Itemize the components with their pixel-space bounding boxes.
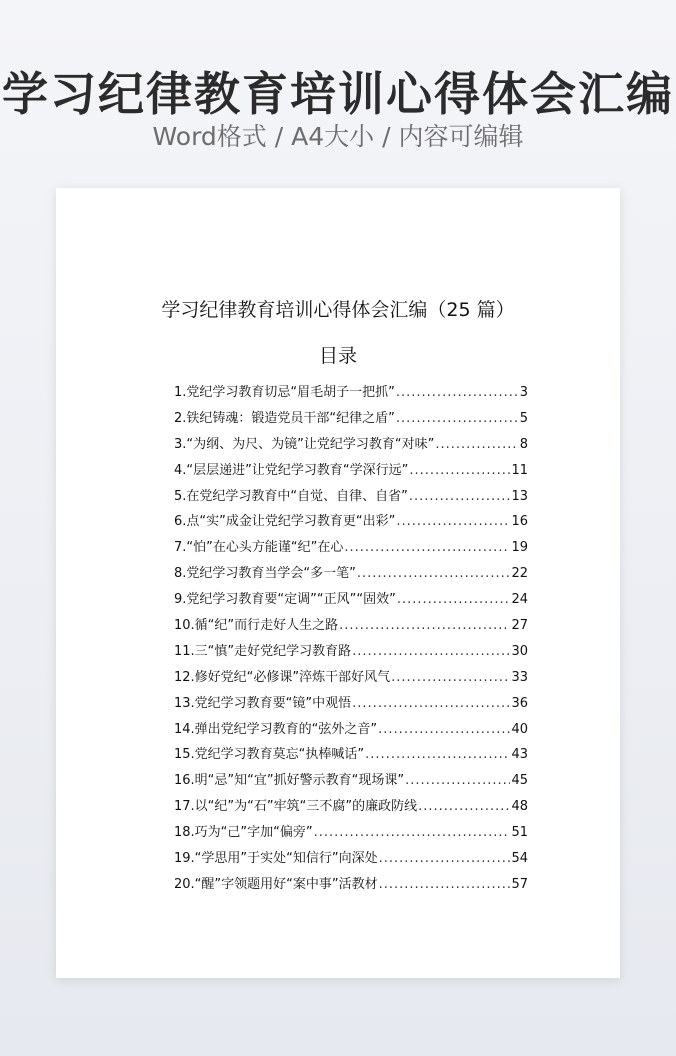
toc-leader-dots <box>435 432 518 458</box>
toc-leader-dots <box>344 535 510 561</box>
toc-leader-dots <box>365 742 510 768</box>
toc-item-title: 17.以“纪”为“石”牢筑“三不腐”的廉政防线 <box>174 799 418 815</box>
toc-leader-dots <box>352 691 510 717</box>
toc-item-title: 8.党纪学习教育当学会“多一笔” <box>174 566 356 582</box>
toc-item-page: 43 <box>511 747 528 763</box>
toc-item-page: 45 <box>511 773 528 789</box>
toc-item-page: 3 <box>519 385 528 400</box>
toc-item[interactable] <box>174 535 528 561</box>
toc-item[interactable] <box>174 691 528 717</box>
toc-item-title: 9.党纪学习教育要“定调”“正风”“固效” <box>174 592 396 608</box>
toc-item-page: 36 <box>511 695 528 711</box>
toc-item-title: 18.巧为“己”字加“偏旁” <box>174 825 313 841</box>
toc-leader-dots <box>391 665 510 691</box>
toc-item[interactable] <box>174 587 528 613</box>
document-page <box>56 188 620 978</box>
toc-item-title: 3.“为纲、为尺、为镜”让党纪学习教育“对味” <box>174 436 435 452</box>
toc-item-title: 5.在党纪学习教育中“自觉、自律、自省” <box>174 488 408 504</box>
toc-item[interactable] <box>174 509 528 535</box>
toc-leader-dots <box>379 872 511 898</box>
toc-item-title: 14.弹出党纪学习教育的“弦外之音” <box>174 721 378 737</box>
toc-leader-dots <box>314 820 511 846</box>
toc-item-title: 7.“怕”在心头方能谨“纪”在心 <box>174 540 344 556</box>
toc-item[interactable] <box>174 665 528 691</box>
toc-item-page: 24 <box>511 592 528 608</box>
banner-title: 学习纪律教育培训心得体会汇编 <box>2 67 674 121</box>
toc-item-page: 11 <box>511 462 528 478</box>
toc-item[interactable] <box>174 432 528 458</box>
toc-item-page: 13 <box>511 488 528 504</box>
toc-item-title: 4.“层层递进”让党纪学习教育“学深行远” <box>174 462 409 478</box>
toc-item-title: 20.“醒”字领题用好“案中事”活教材 <box>174 876 378 892</box>
toc-leader-dots <box>339 613 510 639</box>
toc-item-page: 30 <box>511 643 528 659</box>
toc-item-title: 2.铁纪铸魂：锻造党员干部“纪律之盾” <box>174 410 395 426</box>
toc-leader-dots <box>352 639 510 665</box>
toc-leader-dots <box>397 587 511 613</box>
toc-item-page: 16 <box>511 514 528 530</box>
toc-item[interactable] <box>174 820 528 846</box>
toc-item[interactable] <box>174 717 528 743</box>
toc-item[interactable] <box>174 794 528 820</box>
toc-item-title: 11.三“慎”走好党纪学习教育路 <box>174 643 352 659</box>
toc-item-page: 33 <box>511 669 528 685</box>
toc-item-page: 8 <box>519 436 528 452</box>
toc-leader-dots <box>409 484 511 510</box>
toc-item-page: 51 <box>511 825 528 841</box>
toc-item-page: 27 <box>511 618 528 634</box>
toc-leader-dots <box>378 717 510 743</box>
toc-item[interactable] <box>174 639 528 665</box>
toc-item[interactable] <box>174 484 528 510</box>
banner-subtitle: Word格式 / A4大小 / 内容可编辑 <box>152 122 524 151</box>
toc-item[interactable] <box>174 458 528 484</box>
toc-item[interactable] <box>174 742 528 768</box>
toc-item-title: 16.明“忌”知“宜”抓好警示教育“现场课” <box>174 773 405 789</box>
toc-heading: 目录 <box>318 345 357 367</box>
toc-item-page: 40 <box>511 721 528 737</box>
toc-leader-dots <box>409 458 510 484</box>
toc-item[interactable] <box>174 406 528 432</box>
toc-item-page: 5 <box>519 410 528 426</box>
toc-leader-dots <box>418 794 510 820</box>
toc-leader-dots <box>379 846 511 872</box>
toc-item[interactable] <box>174 768 528 794</box>
toc-item-page: 48 <box>511 799 528 815</box>
table-of-contents <box>174 380 528 898</box>
toc-leader-dots <box>396 380 519 406</box>
toc-leader-dots <box>396 406 519 432</box>
toc-item-title: 12.修好党纪“必修课”淬炼干部好风气 <box>174 669 391 685</box>
toc-item-page: 54 <box>511 851 528 867</box>
toc-item-page: 22 <box>511 566 528 582</box>
toc-item-title: 6.点“实”成金让党纪学习教育更“出彩” <box>174 514 396 530</box>
document-title: 学习纪律教育培训心得体会汇编（25 篇） <box>161 299 515 321</box>
toc-item-page: 19 <box>511 540 528 556</box>
toc-item-page: 57 <box>511 876 528 892</box>
toc-item-title: 1.党纪学习教育切忌“眉毛胡子一把抓” <box>174 385 395 400</box>
toc-item-title: 19.“学思用”于实处“知信行”向深处 <box>174 851 378 867</box>
toc-item-title: 13.党纪学习教育要“镜”中观悟 <box>174 695 352 711</box>
toc-item[interactable] <box>174 613 528 639</box>
toc-item[interactable] <box>174 380 528 406</box>
toc-leader-dots <box>357 561 511 587</box>
toc-item[interactable] <box>174 846 528 872</box>
toc-item[interactable] <box>174 561 528 587</box>
toc-item[interactable] <box>174 872 528 898</box>
toc-leader-dots <box>396 509 510 535</box>
toc-item-title: 15.党纪学习教育莫忘“执棒喊话” <box>174 747 365 763</box>
toc-item-title: 10.循“纪”而行走好人生之路 <box>174 618 339 634</box>
toc-leader-dots <box>405 768 510 794</box>
